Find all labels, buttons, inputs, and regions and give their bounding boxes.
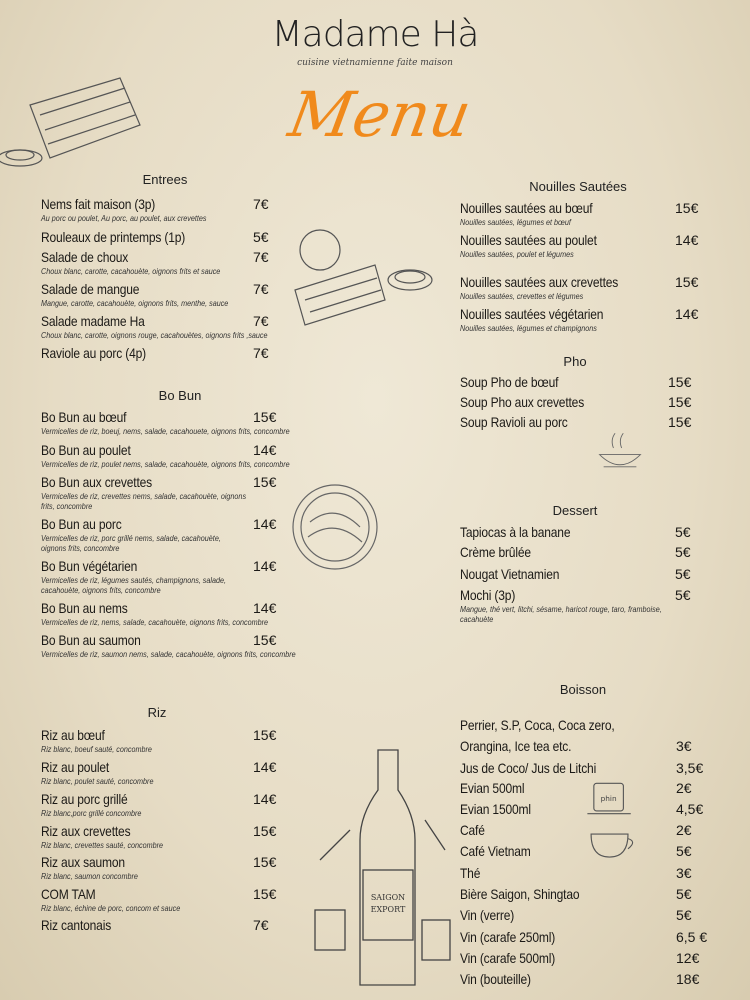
spring-roll-illustration — [0, 70, 150, 170]
menu-item — [460, 524, 690, 542]
menu-item-name: Bo Bun au bœuf — [41, 409, 127, 425]
menu-item-price: 7€ — [253, 917, 269, 933]
svg-text:EXPORT: EXPORT — [370, 905, 406, 914]
menu-item — [460, 306, 699, 334]
menu-item — [460, 414, 690, 432]
menu-item-price: 5€ — [675, 524, 691, 540]
menu-item-description: Choux blanc, carotte, cacahouète, oignons frits et sauce — [41, 267, 221, 276]
menu-item-price: 7€ — [253, 313, 269, 329]
menu-item-name: Perrier, S.P, Coca, Coca zero, — [460, 717, 615, 733]
menu-item-description: Vermicelles de riz, porc grillé nems, salade, cacahouète, oignons frits, concombre — [41, 534, 221, 553]
menu-item-name: Soup Pho de bœuf — [460, 374, 559, 390]
menu-item-description: Nouilles sautées, légumes et bœuf — [460, 218, 571, 227]
menu-item-price: 3€ — [676, 865, 692, 881]
menu-item-name: Raviole au porc (4p) — [41, 345, 146, 361]
menu-item-description: Nouilles sautées, poulet et légumes — [460, 250, 574, 259]
menu-item-name: Bo Bun au saumon — [41, 632, 141, 648]
menu-item-description: Nouilles sautées, légumes et champignons — [460, 324, 597, 333]
menu-item-name: Tapiocas à la banane — [460, 524, 571, 540]
menu-item — [460, 374, 690, 392]
menu-item-price: 15€ — [253, 409, 277, 425]
menu-item-name: Nougat Vietnamien — [460, 566, 560, 582]
menu-item — [41, 759, 276, 787]
menu-item-name: Bo Bun végétarien — [41, 558, 138, 574]
menu-item-price: 15€ — [253, 727, 277, 743]
menu-item-name: Jus de Coco/ Jus de Litchi — [460, 760, 597, 776]
menu-item — [41, 313, 276, 341]
menu-item-name: Riz au porc grillé — [41, 791, 128, 807]
menu-item-name: Riz aux crevettes — [41, 823, 131, 839]
menu-item-price: 15€ — [253, 886, 277, 902]
menu-item-name: Nouilles sautées aux crevettes — [460, 274, 619, 290]
menu-item-name: Soup Pho aux crevettes — [460, 394, 585, 410]
menu-item-price: 6,5 € — [676, 929, 708, 945]
menu-item-price: 15€ — [253, 854, 277, 870]
menu-item-name: Orangina, Ice tea etc. — [460, 738, 572, 754]
menu-item-description: Mangue, thé vert, litchi, sésame, haricot rouge, taro, framboise, cacahuète — [460, 605, 662, 624]
menu-item-description: Mangue, carotte, cacahouète, oignons frits, menthe, sauce — [41, 299, 229, 308]
menu-item-price: 14€ — [253, 516, 277, 532]
section-heading: Pho — [563, 354, 587, 369]
section-heading: Riz — [147, 705, 167, 720]
menu-item — [460, 907, 700, 925]
menu-item-description: Vermicelles de riz, poulet nems, salade, cacahouète, oignons frits, concombre — [41, 460, 290, 469]
menu-item-description: Riz blanc,porc grillé concombre — [41, 809, 142, 818]
menu-item-price: 7€ — [253, 196, 269, 212]
menu-item — [41, 823, 276, 851]
section-heading: Entrees — [142, 172, 188, 187]
menu-item — [41, 886, 276, 914]
menu-item — [41, 442, 290, 470]
menu-item-price: 5€ — [676, 886, 692, 902]
menu-item — [460, 587, 690, 625]
menu-item-description: Riz blanc, boeuf sauté, concombre — [41, 745, 152, 754]
menu-item — [460, 886, 700, 904]
tagline: cuisine vietnamienne faite maison — [297, 58, 453, 68]
menu-item — [460, 200, 699, 228]
menu-item-name: Nems fait maison (3p) — [41, 196, 156, 212]
menu-item-name: Café Vietnam — [460, 843, 531, 859]
menu-item-name: Crème brûlée — [460, 544, 531, 560]
menu-item-price: 15€ — [253, 474, 277, 490]
menu-item-price: 14€ — [253, 558, 277, 574]
svg-text:phin: phin — [600, 793, 617, 803]
svg-text:SAIGON: SAIGON — [370, 893, 406, 902]
menu-item-price: 15€ — [253, 823, 277, 839]
menu-item-price: 15€ — [675, 274, 699, 290]
menu-item — [460, 865, 700, 883]
menu-item — [460, 274, 699, 302]
menu-item-name: Nouilles sautées au bœuf — [460, 200, 593, 216]
menu-item-price: 18€ — [676, 971, 700, 987]
bo-bun-bowl-illustration — [290, 482, 380, 572]
menu-item — [460, 801, 704, 819]
menu-item — [41, 474, 276, 512]
menu-item-price: 5€ — [253, 229, 269, 245]
menu-item — [460, 843, 700, 861]
menu-item-price: 5€ — [675, 544, 691, 560]
menu-item — [41, 229, 276, 247]
menu-item-description: Vermicelles de riz, saumon nems, salade, cacahouète, oignons frits, concombre — [41, 650, 296, 659]
menu-item-name: Vin (bouteille) — [460, 971, 531, 987]
menu-item — [460, 394, 690, 412]
menu-item — [460, 738, 700, 756]
menu-item-name: COM TAM — [41, 886, 96, 902]
menu-item-name: Vin (carafe 250ml) — [460, 929, 556, 945]
menu-item-name: Salade madame Ha — [41, 313, 145, 329]
menu-item-price: 5€ — [676, 907, 692, 923]
menu-item-name: Bière Saigon, Shingtao — [460, 886, 580, 902]
menu-item-description: Riz blanc, poulet sauté, concombre — [41, 777, 154, 786]
menu-item-price: 15€ — [675, 200, 699, 216]
menu-item — [460, 929, 708, 947]
menu-item — [460, 822, 700, 840]
menu-item — [41, 281, 276, 309]
menu-item-price: 7€ — [253, 249, 269, 265]
menu-item-name: Nouilles sautées végétarien — [460, 306, 604, 322]
menu-item — [41, 345, 276, 363]
menu-item-name: Vin (verre) — [460, 907, 515, 923]
menu-item-price: 15€ — [668, 414, 692, 430]
menu-item-price: 7€ — [253, 345, 269, 361]
menu-item — [460, 544, 690, 562]
menu-item-price: 14€ — [253, 791, 277, 807]
menu-item-price: 4,5€ — [676, 801, 704, 817]
menu-item — [41, 409, 290, 437]
menu-item-name: Evian 500ml — [460, 780, 525, 796]
menu-item-price: 14€ — [253, 759, 277, 775]
menu-item-name: Riz aux saumon — [41, 854, 125, 870]
menu-item-price: 2€ — [676, 822, 692, 838]
menu-title: Menu — [283, 78, 477, 151]
section-heading: Dessert — [552, 503, 598, 518]
menu-item — [460, 780, 700, 798]
menu-item-name: Café — [460, 822, 485, 838]
menu-item — [41, 854, 276, 882]
menu-item-name: Vin (carafe 500ml) — [460, 950, 556, 966]
menu-item-name: Riz au poulet — [41, 759, 110, 775]
menu-item-name: Nouilles sautées au poulet — [460, 232, 597, 248]
menu-item-price: 12€ — [676, 950, 700, 966]
salad-rolls-illustration — [285, 220, 435, 330]
menu-item-price: 5€ — [676, 843, 692, 859]
menu-item-name: Riz cantonais — [41, 917, 112, 933]
menu-item-name: Bo Bun aux crevettes — [41, 474, 153, 490]
menu-item-price: 14€ — [253, 600, 277, 616]
menu-item-price: 14€ — [675, 232, 699, 248]
menu-item — [460, 760, 704, 778]
menu-item — [41, 600, 276, 628]
menu-item-price: 14€ — [253, 442, 277, 458]
menu-item-name: Riz au bœuf — [41, 727, 105, 743]
menu-item-price: 5€ — [675, 566, 691, 582]
menu-item — [41, 632, 296, 660]
menu-item-name: Mochi (3p) — [460, 587, 516, 603]
menu-item-price: 15€ — [668, 394, 692, 410]
menu-item-description: Riz blanc, échine de porc, concom et sauce — [41, 904, 181, 913]
menu-item — [41, 516, 276, 554]
menu-item-description: Vermicelles de riz, boeuj, nems, salade, cacahouete, oignons frits, concombre — [41, 427, 290, 436]
menu-item-name: Soup Ravioli au porc — [460, 414, 568, 430]
menu-item-name: Salade de mangue — [41, 281, 140, 297]
menu-item — [460, 971, 700, 989]
saigon-beer-illustration — [300, 740, 455, 995]
menu-item-price: 2€ — [676, 780, 692, 796]
menu-item-price: 3€ — [676, 738, 692, 754]
menu-item — [41, 727, 276, 755]
menu-item-name: Bo Bun au nems — [41, 600, 128, 616]
menu-item — [41, 249, 276, 277]
menu-item — [460, 717, 700, 735]
menu-item — [460, 566, 690, 584]
menu-item-description: Vermicelles de riz, crevettes nems, salade, cacahouète, oignons frits, concombre — [41, 492, 247, 511]
menu-item-description: Choux blanc, carotte, oignons rouge, cacahouètes, oignons frits ,sauce — [41, 331, 268, 340]
menu-item-price: 3,5€ — [676, 760, 704, 776]
menu-item — [460, 950, 700, 968]
menu-item-price: 15€ — [253, 632, 277, 648]
section-heading: Bo Bun — [158, 388, 202, 403]
menu-item — [41, 791, 276, 819]
menu-item-price: 7€ — [253, 281, 269, 297]
menu-item-description: Vermicelles de riz, nems, salade, cacahouète, oignons frits, concombre — [41, 618, 269, 627]
pho-bowl-illustration — [590, 430, 650, 475]
menu-item-name: Thé — [460, 865, 481, 881]
menu-item — [460, 232, 699, 260]
menu-item — [41, 917, 276, 935]
menu-item-name: Evian 1500ml — [460, 801, 531, 817]
menu-item-description: Au porc ou poulet, Au porc, au poulet, aux crevettes — [41, 214, 207, 223]
menu-item — [41, 558, 276, 596]
menu-item-description: Vermicelles de riz, légumes sautés, champignons, salade, cacahouète, oignons frits, concombre — [41, 576, 227, 595]
menu-item-name: Bo Bun au porc — [41, 516, 122, 532]
menu-item-price: 5€ — [675, 587, 691, 603]
menu-item-description: Riz blanc, crevettes sauté, concombre — [41, 841, 164, 850]
section-heading: Boisson — [559, 682, 607, 697]
menu-item-description: Nouilles sautées, crevettes et légumes — [460, 292, 584, 301]
restaurant-name: Madame Hà — [271, 14, 479, 55]
menu-item-name: Bo Bun au poulet — [41, 442, 131, 458]
section-heading: Nouilles Sautées — [529, 179, 627, 194]
menu-item-description: Riz blanc, saumon concombre — [41, 872, 138, 881]
menu-item — [41, 196, 276, 224]
menu-item-name: Salade de choux — [41, 249, 129, 265]
menu-item-price: 14€ — [675, 306, 699, 322]
menu-item-name: Rouleaux de printemps (1p) — [41, 229, 186, 245]
menu-item-price: 15€ — [668, 374, 692, 390]
